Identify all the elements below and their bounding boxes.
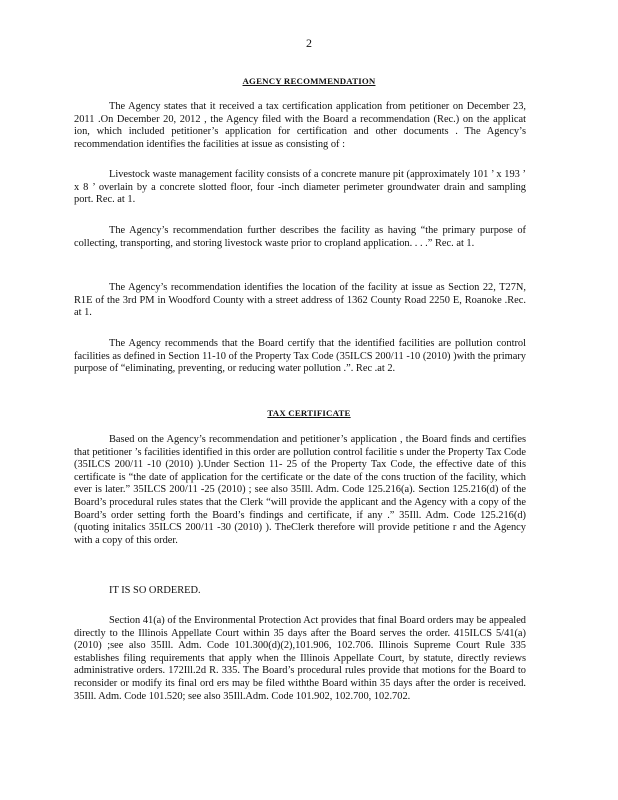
page-number: 2 [306, 36, 312, 50]
paragraph-facility-location: The Agency’s recommendation identifies the location of the facility at issue as Section 22, T27N, R1E of the 3rd PM in Woodford County with a street address of 1362 County Road 2250 E, Roanoke .Rec. at 1. [74, 282, 526, 319]
paragraph-agency-received: The Agency states that it received a tax certification application from petitioner on December 23, 2011 .On December 20, 2012 , the Agency filed with the Board a recommendation (Rec.) on the applicat ion, which included petitioner’s application for certification and other documents . The Agency’s recommendation identifies the facilities at issue as consisting of : [74, 101, 526, 150]
heading-agency-recommendation: AGENCY RECOMMENDATION [242, 76, 376, 86]
paragraph-facility-description: Livestock waste management facility consists of a concrete manure pit (approximately 101 ’ x 193 ’ x 8 ’ overlain by a concrete slotted floor, four -inch diameter perimeter groundwater drain and sampling port. Rec. at 1. [74, 169, 526, 206]
paragraph-facility-purpose: The Agency’s recommendation further describes the facility as having “the primary purpose of collecting, transporting, and storing livestock waste prior to cropland application. . . .” Rec. at 1. [74, 225, 526, 249]
order-statement: IT IS SO ORDERED. [109, 585, 201, 596]
paragraph-board-certifies: Based on the Agency’s recommendation and petitioner’s application , the Board finds and certifies that petitioner ’s facilities identified in this order are pollution control facilitie s under the Property Tax Code (35ILCS 200/11 -10 (2010) ).Under Section 11- 25 of the Property Tax Code, the effective date of this certificate is “the date of application for the certificate or the date of the cons truction of the facility, which ever is later.” 35ILCS 200/11 -25 (2010) ; see also 35Ill. Adm. Code 125.216(a). Section 125.216(d) of the Board’s procedural rules states that the Clerk “will provide the applicant and the Agency with a copy of the Board’s order setting forth the Board’s findings and certificate, if any .” 35Ill. Adm. Code 125.216(d) (quoting initalics 35ILCS 200/11 -30 (2010) ). TheClerk therefore will provide petitione r and the Agency with a copy of this order. [74, 434, 526, 546]
paragraph-agency-recommends: The Agency recommends that the Board certify that the identified facilities are pollution control facilities as defined in Section 11-10 of the Property Tax Code (35ILCS 200/11 -10 (2010) )with the primary purpose of “eliminating, preventing, or reducing water pollution .”. Rec .at 2. [74, 338, 526, 375]
paragraph-appeal-rights: Section 41(a) of the Environmental Protection Act provides that final Board orders may be appealed directly to the Illinois Appellate Court within 35 days after the Board serves the order. 415ILCS 5/41(a) (2010) ;see also 35Ill. Adm. Code 101.300(d)(2),101.906, 102.706. Illinois Supreme Court Rule 335 establishes filing requirements that apply when the Illinois Appellate Court, by statute, directly reviews administrative orders. 172Ill.2d R. 335. The Board’s procedural rules provide that motions for the Board to reconsider or modify its final ord ers may be filed withthe Board within 35 days after the order is received. 35Ill. Adm. Code 101.520; see also 35Ill.Adm. Code 101.902, 102.700, 102.702. [74, 615, 526, 702]
heading-tax-certificate: TAX CERTIFICATE [267, 408, 351, 418]
